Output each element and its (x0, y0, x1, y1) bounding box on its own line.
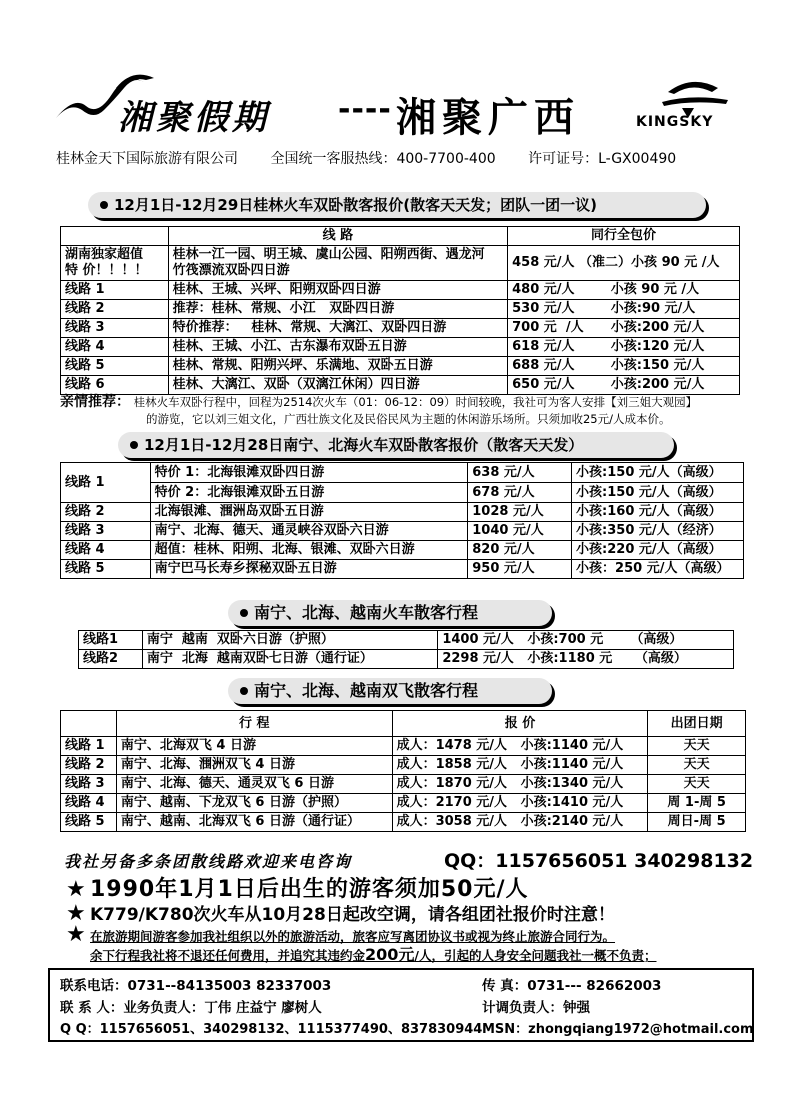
route-desc: 南宁巴马长寿乡探秘双卧五日游 (150, 560, 468, 579)
route-desc: 桂林、大漓江、双卧（双漓江休闲）四日游 (168, 376, 507, 395)
table-row (61, 319, 740, 338)
route-name: 线路 6 (61, 376, 169, 395)
table-row (61, 376, 740, 395)
route-child-price: 小孩:350 元/人（经济） (572, 522, 744, 541)
table-row (61, 503, 744, 522)
route-child-price: 小孩:150 元/人（高级） (572, 463, 744, 483)
route-name: 线路 3 (61, 522, 151, 541)
route-price: 1400 元/人 小孩:700 元 （高级） (438, 631, 734, 650)
table-row (61, 281, 740, 300)
route-name: 线路 4 (61, 541, 151, 560)
route-price: 458 元/人 （准二）小孩 90 元 /人 (508, 246, 740, 281)
table-row (61, 463, 744, 483)
route-name: 线路 2 (61, 503, 151, 522)
star-icon: ★ (66, 901, 86, 926)
recommendation (60, 394, 760, 428)
table-header-row (61, 711, 746, 737)
route-price: 678 元/人 (468, 483, 572, 503)
route-desc: 桂林、王城、小江、古东瀑布双卧五日游 (168, 338, 507, 357)
table-row (61, 522, 744, 541)
section1-banner (88, 192, 706, 218)
route-name: 线路 5 (61, 813, 117, 832)
header-cell-date: 出团日期 (648, 711, 746, 737)
route-child-price: 小孩:220 元/人（高级） (572, 541, 744, 560)
hotline: 全国统一客服热线：400-7700-400 (270, 151, 496, 167)
route-price: 成人：1478 元/人 小孩:1140 元/人 (392, 737, 648, 756)
bullet-icon (240, 609, 248, 617)
route-price: 成人：1870 元/人 小孩:1340 元/人 (392, 775, 648, 794)
route-desc: 特价 2：北海银滩双卧五日游 (150, 483, 468, 503)
note-policy-pre: 余下行程我社将不退还任何费用，并追究其违约金 (90, 948, 366, 963)
table-row (61, 246, 740, 281)
route-name: 线路2 (79, 650, 143, 669)
contact-person: 联 系 人：业务负责人：丁伟 庄益宁 廖树人 (60, 1000, 322, 1016)
route-name: 线路 5 (61, 560, 151, 579)
section1-title: 12月1日-12月29日桂林火车双卧散客报价(散客天天发；团队一团一议) (114, 196, 597, 214)
brand-dash: ---- (338, 92, 392, 127)
flyer (48, 62, 754, 1042)
company-info (56, 148, 756, 168)
brand-name-left: 湘聚假期 (118, 98, 270, 138)
route-price: 成人：3058 元/人 小孩:2140 元/人 (392, 813, 648, 832)
qq-numbers: QQ：1157656051 340298132 (444, 850, 754, 872)
table-row (61, 300, 740, 319)
route-desc: 特价推荐： 桂林、常规、大漓江、双卧四日游 (168, 319, 507, 338)
section4-title: 南宁、北海、越南双飞散客行程 (254, 681, 479, 700)
route-price: 688 元/人 小孩:150 元/人 (508, 357, 740, 376)
header-cell-price: 报 价 (392, 711, 648, 737)
contact-msn: MSN：zhongqiang1972@hotmail.com (482, 1022, 754, 1037)
route-name: 线路1 (79, 631, 143, 650)
route-desc: 南宁、越南、北海双飞 6 日游（通行证） (116, 813, 392, 832)
route-desc: 南宁、北海、德天、通灵峡谷双卧六日游 (150, 522, 468, 541)
route-name: 线路 3 (61, 775, 117, 794)
bullet-icon (130, 441, 138, 449)
route-price: 1040 元/人 (468, 522, 572, 541)
route-name: 线路 1 (61, 463, 151, 503)
route-name: 线路 3 (61, 319, 169, 338)
section3-banner (228, 600, 552, 626)
promo-text: 我社另备多条团散线路欢迎来电咨询 (64, 852, 353, 871)
table-row (61, 794, 746, 813)
license-number: 许可证号：L-GX00490 (528, 151, 677, 167)
route-price: 1028 元/人 (468, 503, 572, 522)
route-desc: 南宁、北海、德天、通灵双飞 6 日游 (116, 775, 392, 794)
company-name: 桂林金天下国际旅游有限公司 (56, 151, 238, 167)
route-name: 线路 2 (61, 300, 169, 319)
route-desc: 桂林、王城、兴坪、阳朔双卧四日游 (168, 281, 507, 300)
star-icon: ★ (66, 922, 86, 947)
table-row (61, 756, 746, 775)
section3-title: 南宁、北海、越南火车散客行程 (254, 603, 479, 622)
route-name: 线路 4 (61, 794, 117, 813)
bullet-icon (100, 201, 108, 209)
route-desc: 超值：桂林、阳朔、北海、银滩、双卧六日游 (150, 541, 468, 560)
section2-title: 12月1日-12月28日南宁、北海火车双卧散客报价（散客天天发） (144, 436, 584, 454)
route-desc: 特价 1：北海银滩双卧四日游 (150, 463, 468, 483)
route-desc: 北海银滩、涠洲岛双卧五日游 (150, 503, 468, 522)
route-price: 618 元/人 小孩:120 元/人 (508, 338, 740, 357)
recommend-line2: 的游览，它以刘三姐文化，广西壮族文化及民俗民风为主题的休闲游乐场所。只须加收25元/人成本价。 (146, 412, 671, 426)
recommend-label: 亲情推荐： (60, 394, 130, 410)
route-date: 天天 (648, 756, 746, 775)
table-row (61, 483, 744, 503)
header-cell-empty (61, 227, 169, 246)
route-child-price: 小孩:150 元/人（高级） (572, 483, 744, 503)
route-desc: 桂林一江一园、明王城、虞山公园、阳朔西街、遇龙河 竹筏漂流双卧四日游 (168, 246, 507, 281)
section1-table (60, 226, 740, 395)
section2-banner (118, 432, 674, 458)
route-date: 天天 (648, 737, 746, 756)
route-date: 周日-周 5 (648, 813, 746, 832)
contact-qq: Q Q：1157656051、340298132、1115377490、837830944 (60, 1022, 483, 1037)
table-row (61, 775, 746, 794)
note-policy-2 (90, 942, 657, 965)
route-price: 638 元/人 (468, 463, 572, 483)
header-cell-price: 同行全包价 (508, 227, 740, 246)
table-header-row (61, 227, 740, 246)
route-date: 周 1-周 5 (648, 794, 746, 813)
route-price: 950 元/人 (468, 560, 572, 579)
table-row (61, 357, 740, 376)
contact-footer (48, 968, 754, 1042)
header (48, 62, 754, 167)
header-cell-empty (61, 711, 117, 737)
brand-name-right: 湘聚广西 (396, 94, 580, 141)
note-policy-post: /人，引起的人身安全问题我社一概不负责； (414, 948, 657, 963)
header-cell-route: 行 程 (116, 711, 392, 737)
table-row (61, 541, 744, 560)
table-row (79, 650, 734, 669)
route-desc: 推荐：桂林、常规、小江 双卧四日游 (168, 300, 507, 319)
route-price: 2298 元/人 小孩:1180 元 （高级） (438, 650, 734, 669)
route-desc: 南宁 越南 双卧六日游（护照） (142, 631, 438, 650)
section3-table (78, 630, 734, 669)
route-child-price: 小孩:160 元/人（高级） (572, 503, 744, 522)
contact-phone: 联系电话：0731--84135003 82337003 (60, 978, 332, 994)
section2-table (60, 462, 744, 579)
recommend-line1: 桂林火车双卧行程中，回程为2514次火车（01：06-12：09）时间较晚，我社可为客人安排【刘三姐大观园】 (133, 395, 698, 409)
route-desc: 南宁、北海、涠洲双飞 4 日游 (116, 756, 392, 775)
star-icon: ★ (66, 877, 87, 902)
note-age (66, 872, 529, 903)
note-policy-amount: 200元 (365, 945, 415, 964)
route-price: 700 元 /人 小孩:200 元/人 (508, 319, 740, 338)
section4-banner (228, 678, 552, 704)
route-name: 线路 1 (61, 281, 169, 300)
header-cell-route: 线 路 (168, 227, 507, 246)
table-row (61, 737, 746, 756)
section4-table (60, 710, 746, 832)
route-desc: 南宁 北海 越南双卧七日游（通行证） (142, 650, 438, 669)
note-age-text: 1990年1月1日后出生的游客须加50元/人 (90, 877, 529, 902)
route-child-price: 小孩：250 元/人（高级） (572, 560, 744, 579)
route-name: 线路 5 (61, 357, 169, 376)
note-policy-text: 在旅游期间游客参加我社组织以外的旅游活动，旅客应写离团协议书或视为终止旅游合同行为。 (90, 929, 616, 944)
route-price: 成人：2170 元/人 小孩:1410 元/人 (392, 794, 648, 813)
route-name: 线路 1 (61, 737, 117, 756)
route-name: 线路 2 (61, 756, 117, 775)
route-desc: 南宁、越南、下龙双飞 6 日游（护照） (116, 794, 392, 813)
table-row (61, 560, 744, 579)
contact-fax: 传 真：0731--- 82662003 (482, 978, 662, 994)
table-row (61, 813, 746, 832)
route-price: 成人：1858 元/人 小孩:1140 元/人 (392, 756, 648, 775)
contact-dispatcher: 计调负责人：钟强 (482, 1000, 590, 1016)
route-desc: 南宁、北海双飞 4 日游 (116, 737, 392, 756)
route-price: 480 元/人 小孩 90 元 /人 (508, 281, 740, 300)
route-name: 线路 4 (61, 338, 169, 357)
table-row (61, 338, 740, 357)
route-price: 820 元/人 (468, 541, 572, 560)
kingsky-logo-text: KINGSKY (636, 114, 714, 130)
bullet-icon (240, 687, 248, 695)
table-row (79, 631, 734, 650)
route-price: 650 元/人 小孩:200 元/人 (508, 376, 740, 395)
route-date: 天天 (648, 775, 746, 794)
note-train-text: K779/K780次火车从10月28日起改空调，请各组团社报价时注意！ (90, 905, 615, 925)
route-price: 530 元/人 小孩:90 元/人 (508, 300, 740, 319)
route-name: 湖南独家超值 特 价！！！！ (61, 246, 169, 281)
route-desc: 桂林、常规、阳朔兴坪、乐满地、双卧五日游 (168, 357, 507, 376)
